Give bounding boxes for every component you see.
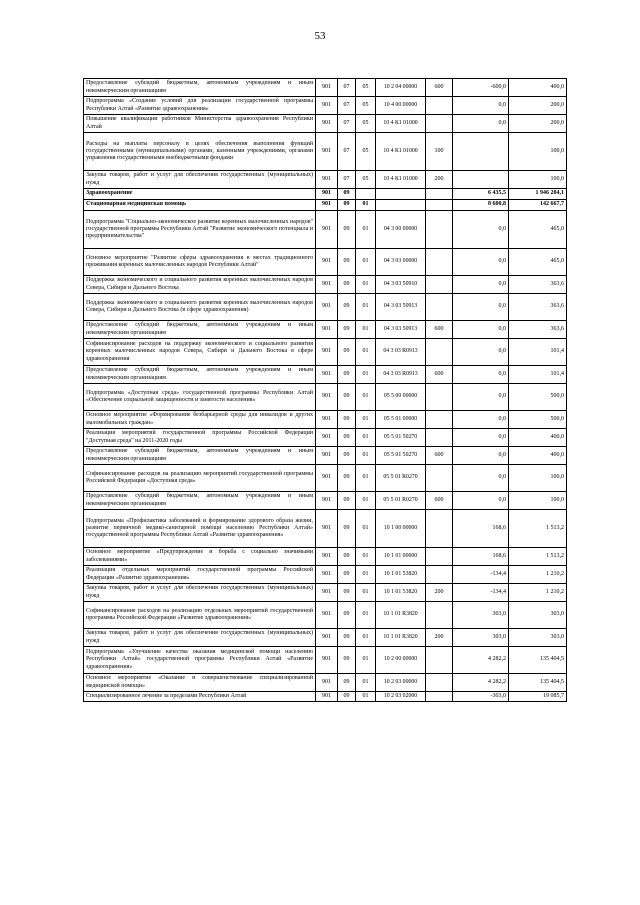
row-section-cell: 09 [338, 647, 356, 674]
row-expense-type-cell [426, 647, 453, 674]
row-grbs-cell: 901 [316, 115, 338, 133]
row-name-cell: Закупка товаров, работ и услуг для обеспечения государственных (муниципальных) нужд [84, 171, 316, 189]
row-subsection-cell: 05 [356, 171, 376, 189]
row-grbs-cell: 901 [316, 294, 338, 321]
row-total-amount-cell: 135 404,5 [509, 647, 567, 674]
row-subsection-cell: 01 [356, 629, 376, 647]
row-section-cell: 09 [338, 294, 356, 321]
row-grbs-cell: 901 [316, 384, 338, 411]
row-subsection-cell: 05 [356, 115, 376, 133]
row-section-cell: 09 [338, 629, 356, 647]
row-grbs-cell: 901 [316, 548, 338, 566]
row-total-amount-cell: 500,0 [509, 411, 567, 429]
row-change-amount-cell: 0,0 [453, 492, 509, 510]
row-total-amount-cell: 303,0 [509, 629, 567, 647]
row-subsection-cell: 01 [356, 447, 376, 465]
row-section-cell: 09 [338, 674, 356, 692]
row-subsection-cell: 01 [356, 249, 376, 276]
row-expense-type-cell: 100 [426, 133, 453, 171]
row-expense-type-cell [426, 510, 453, 548]
table-row [84, 276, 567, 294]
row-expense-type-cell: 600 [426, 366, 453, 384]
row-change-amount-cell: 168,6 [453, 548, 509, 566]
row-grbs-cell: 901 [316, 321, 338, 339]
row-target-item-cell: 10 2 00 00000 [376, 647, 426, 674]
row-expense-type-cell: 600 [426, 447, 453, 465]
row-grbs-cell: 901 [316, 339, 338, 366]
row-expense-type-cell: 200 [426, 584, 453, 602]
row-section-cell: 09 [338, 411, 356, 429]
row-change-amount-cell: 6 435,5 [453, 189, 509, 200]
row-total-amount-cell: 100,0 [509, 133, 567, 171]
table-row [84, 384, 567, 411]
table-row [84, 189, 567, 200]
row-subsection-cell: 01 [356, 339, 376, 366]
table-row [84, 211, 567, 249]
row-target-item-cell: 04 3 03 R0913 [376, 366, 426, 384]
row-grbs-cell: 901 [316, 584, 338, 602]
row-total-amount-cell: 400,0 [509, 79, 567, 97]
row-change-amount-cell: 303,0 [453, 602, 509, 629]
row-total-amount-cell: 400,0 [509, 447, 567, 465]
row-total-amount-cell: 465,0 [509, 211, 567, 249]
table-row [84, 115, 567, 133]
row-change-amount-cell: 8 600,8 [453, 200, 509, 211]
row-change-amount-cell: 0,0 [453, 321, 509, 339]
row-subsection-cell [356, 189, 376, 200]
row-total-amount-cell: 1 513,2 [509, 510, 567, 548]
row-grbs-cell: 901 [316, 411, 338, 429]
row-name-cell: Расходы на выплаты персоналу в целях обеспечения выполнения функций государственными (муниципальными) органами, казенными учреждениями, органами управления государственными внебюджетными фондами [84, 133, 316, 171]
row-grbs-cell: 901 [316, 629, 338, 647]
table-row [84, 465, 567, 492]
row-name-cell: Софинансирование расходов на реализацию мероприятий государственной программы Российской Федерации «Доступная среда» [84, 465, 316, 492]
row-expense-type-cell [426, 249, 453, 276]
row-expense-type-cell [426, 692, 453, 702]
row-grbs-cell: 901 [316, 133, 338, 171]
row-expense-type-cell [426, 294, 453, 321]
row-name-cell: Закупка товаров, работ и услуг для обеспечения государственных (муниципальных) нужд [84, 584, 316, 602]
row-expense-type-cell [426, 566, 453, 584]
row-subsection-cell: 01 [356, 211, 376, 249]
row-target-item-cell: 10 1 00 00000 [376, 510, 426, 548]
row-name-cell: Специализированное лечение за пределами Республики Алтай [84, 692, 316, 702]
row-name-cell: Основное мероприятие «Оказание и совершенствование специализированной медицинской помощи» [84, 674, 316, 692]
row-change-amount-cell: 0,0 [453, 276, 509, 294]
row-name-cell: Подпрограмма "Социально-экономическое развитие коренных малочисленных народов" государственной программы Республики Алтай "Развитие экономического потенциала и предпринимательства" [84, 211, 316, 249]
row-change-amount-cell: 0,0 [453, 294, 509, 321]
row-change-amount-cell: 168,6 [453, 510, 509, 548]
row-grbs-cell: 901 [316, 602, 338, 629]
row-total-amount-cell: 363,6 [509, 294, 567, 321]
row-section-cell: 09 [338, 249, 356, 276]
row-subsection-cell: 01 [356, 566, 376, 584]
row-section-cell: 09 [338, 339, 356, 366]
row-name-cell: Стационарная медицинская помощь [84, 200, 316, 211]
row-grbs-cell: 901 [316, 492, 338, 510]
row-change-amount-cell: 0,0 [453, 97, 509, 115]
row-grbs-cell: 901 [316, 366, 338, 384]
row-change-amount-cell: 0,0 [453, 249, 509, 276]
row-name-cell: Софинансирование расходов на поддержку экономического и социального развития коренных малочисленных народов Севера, Сибири и Дальнего Востока в сфере здравоохранения [84, 339, 316, 366]
row-expense-type-cell [426, 276, 453, 294]
row-target-item-cell: 10 1 01 00000 [376, 548, 426, 566]
row-section-cell: 07 [338, 171, 356, 189]
row-section-cell: 07 [338, 97, 356, 115]
row-section-cell: 09 [338, 584, 356, 602]
row-expense-type-cell [426, 602, 453, 629]
row-change-amount-cell: -600,0 [453, 79, 509, 97]
row-grbs-cell: 901 [316, 429, 338, 447]
row-subsection-cell: 01 [356, 366, 376, 384]
row-total-amount-cell: 19 085,7 [509, 692, 567, 702]
row-subsection-cell: 05 [356, 97, 376, 115]
row-section-cell: 09 [338, 189, 356, 200]
row-grbs-cell: 901 [316, 79, 338, 97]
table-row [84, 566, 567, 584]
row-change-amount-cell: -134,4 [453, 584, 509, 602]
row-section-cell: 09 [338, 566, 356, 584]
table-row [84, 171, 567, 189]
row-subsection-cell: 01 [356, 384, 376, 411]
row-expense-type-cell [426, 115, 453, 133]
table-row [84, 647, 567, 674]
row-section-cell: 09 [338, 492, 356, 510]
row-change-amount-cell: 0,0 [453, 384, 509, 411]
budget-table [83, 78, 567, 702]
table-row [84, 447, 567, 465]
row-target-item-cell [376, 189, 426, 200]
row-name-cell: Предоставление субсидий бюджетным, автономным учреждениям и иным некоммерческим организациям [84, 366, 316, 384]
table-row [84, 584, 567, 602]
row-subsection-cell: 01 [356, 647, 376, 674]
row-total-amount-cell: 1 210,2 [509, 566, 567, 584]
table-row [84, 602, 567, 629]
row-name-cell: Подпрограмма «Улучшение качества оказания медицинской помощи населению Республики Алтай» государственной программы Республики Алтай «Развитие здравоохранения» [84, 647, 316, 674]
table-body [84, 79, 567, 702]
row-subsection-cell: 01 [356, 465, 376, 492]
row-subsection-cell: 01 [356, 548, 376, 566]
table-row [84, 674, 567, 692]
row-target-item-cell: 10 4 К1 01000 [376, 133, 426, 171]
row-section-cell: 09 [338, 548, 356, 566]
row-change-amount-cell: 303,0 [453, 629, 509, 647]
row-change-amount-cell: 4 282,2 [453, 674, 509, 692]
row-subsection-cell: 01 [356, 674, 376, 692]
row-total-amount-cell: 135 404,5 [509, 674, 567, 692]
table-row [84, 510, 567, 548]
row-expense-type-cell [426, 411, 453, 429]
row-target-item-cell: 05 5 00 00000 [376, 384, 426, 411]
row-section-cell: 09 [338, 200, 356, 211]
row-name-cell: Поддержка экономического и социального развития коренных малочисленных народов Севера, Сибири и Дальнего Востока (в сфере здравоохранения) [84, 294, 316, 321]
row-change-amount-cell [453, 171, 509, 189]
row-name-cell: Предоставление субсидий бюджетным, автономным учреждениям и иным некоммерческим организациям [84, 79, 316, 97]
row-target-item-cell: 10 2 04 00000 [376, 79, 426, 97]
row-target-item-cell: 04 3 03 50910 [376, 276, 426, 294]
row-target-item-cell: 10 2 03 00000 [376, 674, 426, 692]
row-name-cell: Реализация отдельных мероприятий государственной программы Российской Федерации «Развитие здравоохранения» [84, 566, 316, 584]
row-section-cell: 07 [338, 115, 356, 133]
table-row [84, 548, 567, 566]
row-subsection-cell: 01 [356, 321, 376, 339]
row-section-cell: 09 [338, 510, 356, 548]
row-grbs-cell: 901 [316, 211, 338, 249]
row-total-amount-cell: 100,0 [509, 492, 567, 510]
table-row [84, 97, 567, 115]
row-name-cell: Подпрограмма «Доступная среда» государственной программы Республики Алтай «Обеспечение социальной защищенности и занятости населения» [84, 384, 316, 411]
row-target-item-cell: 04 3 03 50913 [376, 294, 426, 321]
row-name-cell: Повышение квалификации работников Министерства здравоохранения Республики Алтай [84, 115, 316, 133]
row-target-item-cell: 10 1 01 R3820 [376, 602, 426, 629]
table-row [84, 321, 567, 339]
row-change-amount-cell: 4 282,2 [453, 647, 509, 674]
row-subsection-cell: 01 [356, 510, 376, 548]
row-target-item-cell: 10 1 01 53820 [376, 584, 426, 602]
table-row [84, 294, 567, 321]
row-expense-type-cell [426, 384, 453, 411]
row-target-item-cell: 10 1 01 R3820 [376, 629, 426, 647]
row-target-item-cell: 04 3 03 R0913 [376, 339, 426, 366]
row-total-amount-cell: 101,4 [509, 339, 567, 366]
row-grbs-cell: 901 [316, 674, 338, 692]
row-section-cell: 09 [338, 602, 356, 629]
row-grbs-cell: 901 [316, 97, 338, 115]
row-total-amount-cell: 200,0 [509, 115, 567, 133]
row-section-cell: 09 [338, 447, 356, 465]
row-grbs-cell: 901 [316, 647, 338, 674]
row-target-item-cell: 10 1 01 53820 [376, 566, 426, 584]
row-name-cell: Поддержка экономического и социального развития коренных малочисленных народов Севера, Сибири и Дальнего Востока [84, 276, 316, 294]
row-name-cell: Основное мероприятие «Предупреждение и борьба с социально значимыми заболеваниями» [84, 548, 316, 566]
row-total-amount-cell: 363,6 [509, 321, 567, 339]
row-subsection-cell: 01 [356, 411, 376, 429]
row-name-cell: Здравоохранение [84, 189, 316, 200]
row-name-cell: Предоставление субсидий бюджетным, автономным учреждениям и иным некоммерческим организациям [84, 321, 316, 339]
table-row [84, 429, 567, 447]
row-target-item-cell: 05 5 01 R0270 [376, 492, 426, 510]
row-section-cell: 07 [338, 133, 356, 171]
row-change-amount-cell: 0,0 [453, 366, 509, 384]
row-name-cell: Реализация мероприятий государственной программы Российской Федерации "Доступная среда" на 2011-2020 годы [84, 429, 316, 447]
row-section-cell: 09 [338, 321, 356, 339]
row-subsection-cell: 01 [356, 429, 376, 447]
row-change-amount-cell: -303,0 [453, 692, 509, 702]
row-section-cell: 09 [338, 429, 356, 447]
row-total-amount-cell: 101,4 [509, 366, 567, 384]
row-name-cell: Подпрограмма «Профилактика заболеваний и формирование здорового образа жизни, развитие первичной медико-санитарной помощи населению Республики Алтай» государственной программы Республики Алтай «Развитие здравоохранения» [84, 510, 316, 548]
row-grbs-cell: 901 [316, 566, 338, 584]
row-grbs-cell: 901 [316, 200, 338, 211]
row-expense-type-cell [426, 429, 453, 447]
row-expense-type-cell: 600 [426, 79, 453, 97]
row-subsection-cell: 01 [356, 602, 376, 629]
row-target-item-cell: 05 5 01 00000 [376, 411, 426, 429]
table-row [84, 200, 567, 211]
row-target-item-cell: 10 4 К1 01000 [376, 115, 426, 133]
row-subsection-cell: 01 [356, 200, 376, 211]
row-total-amount-cell: 142 667,7 [509, 200, 567, 211]
row-grbs-cell: 901 [316, 171, 338, 189]
row-target-item-cell: 05 5 01 R0270 [376, 465, 426, 492]
row-change-amount-cell: 0,0 [453, 115, 509, 133]
row-change-amount-cell: -134,4 [453, 566, 509, 584]
row-grbs-cell: 901 [316, 692, 338, 702]
row-section-cell: 07 [338, 79, 356, 97]
table-row [84, 366, 567, 384]
row-change-amount-cell: 0,0 [453, 447, 509, 465]
row-section-cell: 09 [338, 465, 356, 492]
row-grbs-cell: 901 [316, 465, 338, 492]
row-expense-type-cell [426, 189, 453, 200]
row-target-item-cell: 05 5 01 50270 [376, 447, 426, 465]
row-grbs-cell: 901 [316, 510, 338, 548]
row-change-amount-cell: 0,0 [453, 465, 509, 492]
row-grbs-cell: 901 [316, 276, 338, 294]
row-section-cell: 09 [338, 384, 356, 411]
row-change-amount-cell: 0,0 [453, 211, 509, 249]
row-expense-type-cell [426, 465, 453, 492]
row-total-amount-cell: 200,0 [509, 97, 567, 115]
row-section-cell: 09 [338, 692, 356, 702]
table-row [84, 133, 567, 171]
row-name-cell: Предоставление субсидий бюджетным, автономным учреждениям и иным некоммерческим организациям [84, 492, 316, 510]
row-grbs-cell: 901 [316, 189, 338, 200]
row-target-item-cell: 10 4 К1 01000 [376, 171, 426, 189]
row-subsection-cell: 01 [356, 692, 376, 702]
row-total-amount-cell: 303,0 [509, 602, 567, 629]
row-expense-type-cell [426, 548, 453, 566]
row-name-cell: Предоставление субсидий бюджетным, автономным учреждениям и иным некоммерческим организациям [84, 447, 316, 465]
row-expense-type-cell [426, 211, 453, 249]
row-expense-type-cell [426, 339, 453, 366]
page-number: 53 [314, 30, 326, 42]
table-row [84, 339, 567, 366]
table-row [84, 629, 567, 647]
row-total-amount-cell: 465,0 [509, 249, 567, 276]
row-target-item-cell: 05 5 01 50270 [376, 429, 426, 447]
row-section-cell: 09 [338, 276, 356, 294]
row-section-cell: 09 [338, 366, 356, 384]
row-expense-type-cell [426, 97, 453, 115]
row-expense-type-cell [426, 674, 453, 692]
row-expense-type-cell: 200 [426, 171, 453, 189]
row-target-item-cell: 04 3 00 00000 [376, 211, 426, 249]
row-expense-type-cell: 600 [426, 321, 453, 339]
row-target-item-cell: 10 4 00 00000 [376, 97, 426, 115]
row-name-cell: Закупка товаров, работ и услуг для обеспечения государственных (муниципальных) нужд [84, 629, 316, 647]
table-row [84, 492, 567, 510]
table-row [84, 411, 567, 429]
row-expense-type-cell: 600 [426, 492, 453, 510]
row-total-amount-cell: 500,0 [509, 384, 567, 411]
row-subsection-cell: 01 [356, 584, 376, 602]
row-change-amount-cell [453, 133, 509, 171]
row-grbs-cell: 901 [316, 249, 338, 276]
row-target-item-cell: 04 3 03 50913 [376, 321, 426, 339]
row-subsection-cell: 01 [356, 492, 376, 510]
row-grbs-cell: 901 [316, 447, 338, 465]
row-total-amount-cell: 100,0 [509, 171, 567, 189]
row-total-amount-cell: 363,6 [509, 276, 567, 294]
row-change-amount-cell: 0,0 [453, 429, 509, 447]
row-target-item-cell: 10 2 03 02000 [376, 692, 426, 702]
row-name-cell: Основное мероприятие «Формирование безбарьерной среды для инвалидов и других маломобильных граждан» [84, 411, 316, 429]
row-subsection-cell: 05 [356, 133, 376, 171]
row-change-amount-cell: 0,0 [453, 339, 509, 366]
row-section-cell: 09 [338, 211, 356, 249]
row-target-item-cell [376, 200, 426, 211]
row-total-amount-cell: 1 946 284,1 [509, 189, 567, 200]
row-name-cell: Основное мероприятие "Развитие сферы здравоохранения в местах традиционного проживания коренных малочисленных народов Республики Алтай" [84, 249, 316, 276]
row-name-cell: Подпрограмма «Создание условий для реализации государственной программы Республики Алтай «Развитие здравоохранения» [84, 97, 316, 115]
table-row [84, 249, 567, 276]
table-row [84, 79, 567, 97]
row-name-cell: Софинансирование расходов на реализацию отдельных мероприятий государственной программы Российской Федерации «Развитие здравоохранения» [84, 602, 316, 629]
row-total-amount-cell: 1 513,2 [509, 548, 567, 566]
row-total-amount-cell: 400,0 [509, 429, 567, 447]
row-total-amount-cell: 100,0 [509, 465, 567, 492]
row-subsection-cell: 01 [356, 276, 376, 294]
row-expense-type-cell: 200 [426, 629, 453, 647]
row-expense-type-cell [426, 200, 453, 211]
row-change-amount-cell: 0,0 [453, 411, 509, 429]
table-row [84, 692, 567, 702]
row-total-amount-cell: 1 210,2 [509, 584, 567, 602]
row-subsection-cell: 05 [356, 79, 376, 97]
row-subsection-cell: 01 [356, 294, 376, 321]
row-target-item-cell: 04 3 03 00000 [376, 249, 426, 276]
